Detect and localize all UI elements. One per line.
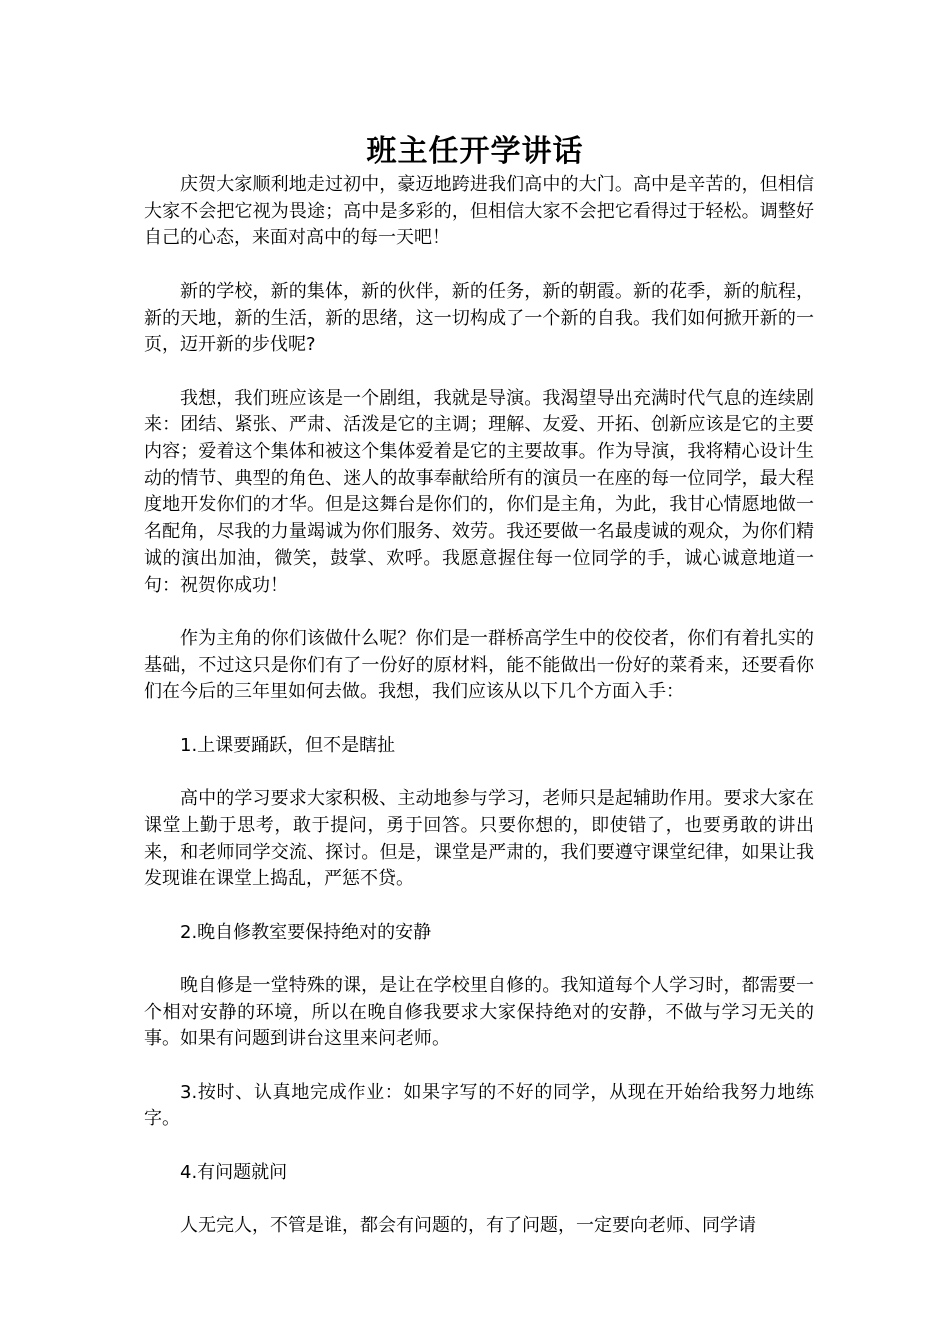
paragraph-new-beginning: 新的学校，新的集体，新的伙伴，新的任务，新的朝霞。新的花季，新的航程，新的天地，新的生活，新的思绪，这一切构成了一个新的自我。我们如何掀开新的一页，迈开新的步伐呢? [144, 280, 814, 356]
paragraph-class-participation: 高中的学习要求大家积极、主动地参与学习，老师只是起辅助作用。要求大家在课堂上勤于思考，敢于提问，勇于回答。只要你想的，即使错了，也要勇敢的讲出来，和老师同学交流、探讨。但是，课堂是严肃的，我们要遵守课堂纪律，如果让我发现谁在课堂上捣乱，严惩不贷。 [144, 788, 814, 890]
page-title: 班主任开学讲话 [366, 134, 584, 169]
paragraph-evening-study: 晚自修是一堂特殊的课，是让在学校里自修的。我知道每个人学习时，都需要一个相对安静的环境，所以在晚自修我要求大家保持绝对的安静，不做与学习无关的事。如果有问题到讲台这里来问老师。 [144, 974, 814, 1050]
paragraph-director: 我想，我们班应该是一个剧组，我就是导演。我渴望导出充满时代气息的连续剧来：团结、紧张、严肃、活泼是它的主调；理解、友爱、开拓、创新应该是它的主要内容；爱着这个集体和被这个集体爱着是它的主要故事。作为导演，我将精心设计生动的情节、典型的角色、迷人的故事奉献给所有的演员一在座的每一位同学，最大程度地开发你们的才华。但是这舞台是你们的，你们是主角，为此，我甘心情愿地做一名配角，尽我的力量竭诚为你们服务、效劳。我还要做一名最虔诚的观众，为你们精诚的演出加油，微笑，鼓掌、欢呼。我愿意握住每一位同学的手，诚心诚意地道一句：祝贺你成功！ [144, 387, 814, 596]
paragraph-protagonists: 作为主角的你们该做什么呢？你们是一群桥高学生中的佼佼者，你们有着扎实的基础，不过这只是你们有了一份好的原材料，能不能做出一份好的菜肴来，还要看你们在今后的三年里如何去做。我想，我们应该从以下几个方面入手： [144, 627, 814, 703]
paragraph-intro: 庆贺大家顺利地走过初中，豪迈地跨进我们高中的大门。高中是辛苦的，但相信大家不会把它视为畏途；高中是多彩的，但相信大家不会把它看得过于轻松。调整好自己的心态，来面对高中的每一天吧！ [144, 174, 814, 249]
section-heading-3: 3.按时、认真地完成作业：如果字写的不好的同学，从现在开始给我努力地练字。 [144, 1081, 814, 1130]
document-body [144, 172, 814, 1240]
section-heading-2: 2.晚自修教室要保持绝对的安静 [180, 921, 432, 943]
paragraph-ask-questions: 人无完人，不管是谁，都会有问题的，有了问题，一定要向老师、同学请 [180, 1215, 756, 1237]
section-heading-1: 1.上课要踊跃，但不是瞎扯 [180, 734, 396, 756]
section-heading-4: 4.有问题就问 [180, 1161, 288, 1183]
